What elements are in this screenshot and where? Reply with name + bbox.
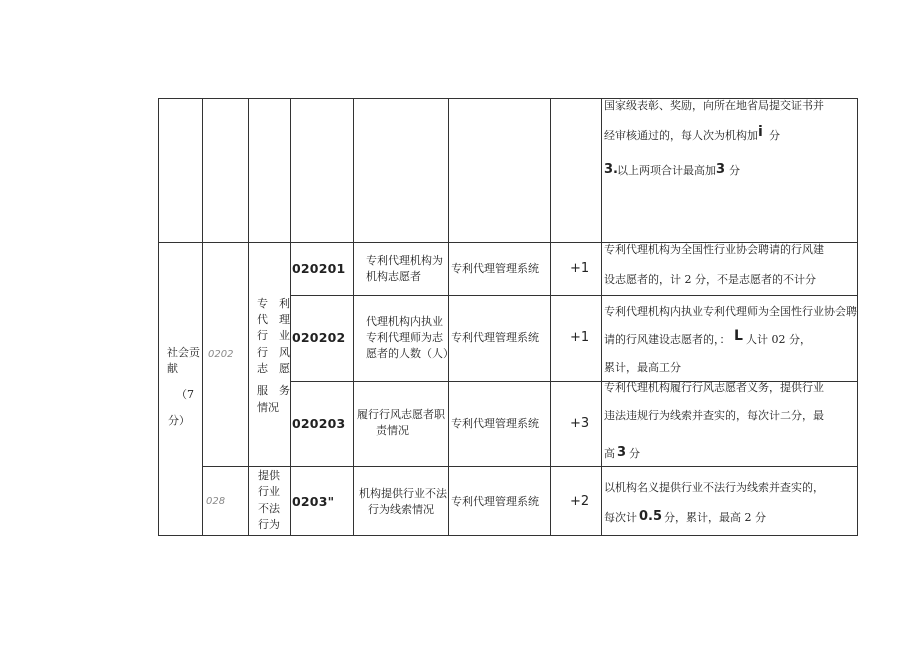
- group-name-line: 提供: [258, 469, 280, 482]
- item-rule-number: 0.5: [639, 509, 663, 524]
- item-desc: 机构志愿者: [366, 270, 421, 283]
- group-name-line: 专 利: [257, 297, 290, 310]
- item-desc: 专利代理师为志: [366, 331, 443, 344]
- item-rule: 分: [629, 447, 640, 460]
- item-rule-number: L: [734, 328, 743, 344]
- item-code: 020202: [292, 330, 346, 345]
- category-label: 献: [167, 362, 178, 375]
- item-desc: 行为线索情况: [368, 503, 434, 516]
- group-code: 0202: [208, 349, 234, 360]
- grid-line: [290, 98, 291, 536]
- grid-line: [290, 295, 858, 296]
- item-rule: 专利代理机构内执业专利代理师为全国性行业协会聘: [604, 305, 857, 318]
- grid-line: [448, 98, 449, 536]
- category-score: （7: [176, 388, 194, 401]
- rule-number: i: [758, 124, 763, 140]
- rule-text: 以上两项合计最高加: [617, 164, 716, 177]
- grid-line: [158, 535, 858, 536]
- rule-text-line: 国家级表彰、奖励，向所在地省局提交证书并: [604, 99, 824, 112]
- rule-text: 分: [729, 164, 740, 177]
- grid-line: [353, 98, 354, 536]
- item-rule: 以机构名义提供行业不法行为线索并查实的，: [604, 481, 824, 494]
- rule-text: 分: [769, 129, 780, 142]
- group-name-line: 情况: [257, 401, 279, 414]
- item-desc: 机构提供行业不法: [359, 487, 447, 500]
- group-name-line: 不法: [258, 502, 280, 515]
- rule-number: 3: [716, 162, 726, 177]
- rule-number: 3.: [604, 162, 618, 177]
- item-rule: 累计，最高工分: [604, 361, 681, 374]
- group-name-line: 行为: [258, 518, 280, 531]
- group-name-line: 行 业: [257, 329, 290, 342]
- item-code: 020201: [292, 261, 346, 276]
- item-desc: 愿者的人数（人）: [366, 347, 454, 360]
- item-rule: 专利代理机构为全国性行业协会聘请的行风建: [604, 243, 824, 256]
- group-name-line: 行 风: [257, 346, 290, 359]
- category-label: 社会贡: [167, 346, 200, 359]
- grid-line: [248, 98, 249, 536]
- item-rule: 人计 02 分，: [746, 333, 811, 346]
- group-name-line: 代 理: [257, 313, 290, 326]
- item-rule: 每次计: [604, 511, 637, 524]
- item-code: 020203: [292, 416, 346, 431]
- item-score: +2: [570, 494, 590, 509]
- item-desc: 代理机构内执业: [366, 315, 443, 328]
- group-name-line: 服 务: [257, 384, 290, 397]
- item-score: +3: [570, 416, 590, 431]
- grid-line: [202, 98, 203, 536]
- item-score: +1: [570, 261, 590, 276]
- group-name-line: 行业: [258, 485, 280, 498]
- item-rule: 请的行风建设志愿者的，：: [604, 333, 731, 346]
- item-rule-number: 3: [617, 445, 627, 460]
- grid-line: [857, 98, 858, 536]
- item-desc: 责情况: [376, 424, 409, 437]
- grid-line: [158, 98, 159, 536]
- grid-line: [550, 98, 551, 536]
- item-score: +1: [570, 330, 590, 345]
- group-name-line: 志 愿: [257, 362, 290, 375]
- item-rule: 分，累计，最高 2 分: [664, 511, 766, 524]
- grid-line: [202, 466, 858, 467]
- group-code: 028: [206, 496, 226, 507]
- item-source: 专利代理管理系统: [451, 262, 539, 275]
- item-rule: 设志愿者的，计 2 分，不是志愿者的不计分: [604, 273, 816, 286]
- item-rule: 违法违规行为线索并查实的，每次计二分，最: [604, 409, 824, 422]
- rule-text-line: 经审核通过的，每人次为机构加: [604, 129, 758, 142]
- item-code: 0203": [292, 494, 335, 509]
- item-source: 专利代理管理系统: [451, 495, 539, 508]
- item-desc: 履行行风志愿者职: [357, 408, 445, 421]
- item-source: 专利代理管理系统: [451, 417, 539, 430]
- item-rule: 专利代理机构履行行风志愿者义务，提供行业: [604, 381, 824, 394]
- grid-line: [601, 98, 602, 536]
- item-rule: 高: [604, 447, 615, 460]
- category-score: 分）: [168, 414, 190, 427]
- item-source: 专利代理管理系统: [451, 331, 539, 344]
- item-desc: 专利代理机构为: [366, 254, 443, 267]
